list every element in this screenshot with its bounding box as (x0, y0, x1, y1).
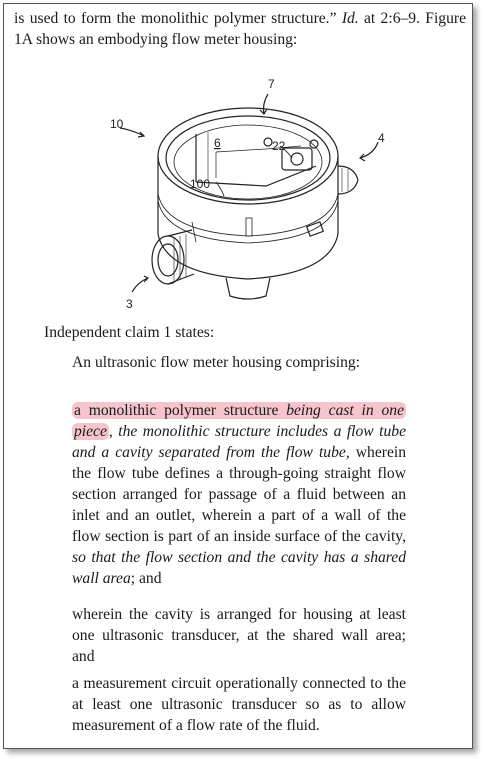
claim-element-1 (72, 400, 406, 589)
label-6: 6 (214, 136, 221, 150)
claim-element-1-a: , (108, 423, 119, 440)
label-4: 4 (378, 131, 385, 145)
intro-text-b: at 2:6–9. Figure 1A shows an embodying flow meter housing: (14, 10, 466, 48)
intro-paragraph (14, 8, 466, 50)
label-3: 3 (126, 297, 133, 311)
claim-element-1-italic-a: the monolithic structure includes a flow tube and a cavity separated from the flow tube (72, 423, 407, 461)
claim-preamble: An ultrasonic flow meter housing comprising: (72, 354, 361, 371)
claim-element-3: a measurement circuit operationally connected to the at least one ultrasonic transducer so as to allow measurement of a flow rate of the fluid. (72, 675, 406, 734)
label-100: 100 (190, 177, 211, 191)
label-10: 10 (110, 117, 124, 131)
document-page (3, 3, 473, 749)
claim-element-1-c: ; and (130, 570, 162, 587)
claim-element-1-b: , wherein the flow tube defines a through-going straight flow section arranged for passage of a fluid between an inlet and an outlet, wherein a part of a wall of the flow section is part of an inside surface of the cavity, (72, 444, 406, 545)
label-7: 7 (268, 77, 275, 91)
flow-meter-housing-figure (96, 74, 396, 319)
intro-text-a: is used to form the monolithic polymer structure.” (14, 10, 342, 27)
highlight-italic: being cast in one piece (74, 402, 404, 440)
highlight-plain: a monolithic polymer structure (74, 402, 287, 419)
claim-intro: Independent claim 1 states: (44, 324, 215, 341)
label-22: 22 (272, 139, 286, 153)
claim-element-1-italic-b: so that the flow section and the cavity has a shared wall area (72, 549, 406, 587)
claim-element-2: wherein the cavity is arranged for housing at least one ultrasonic transducer, at the shared wall area; and (72, 606, 406, 665)
intro-citation: Id. (341, 10, 359, 27)
